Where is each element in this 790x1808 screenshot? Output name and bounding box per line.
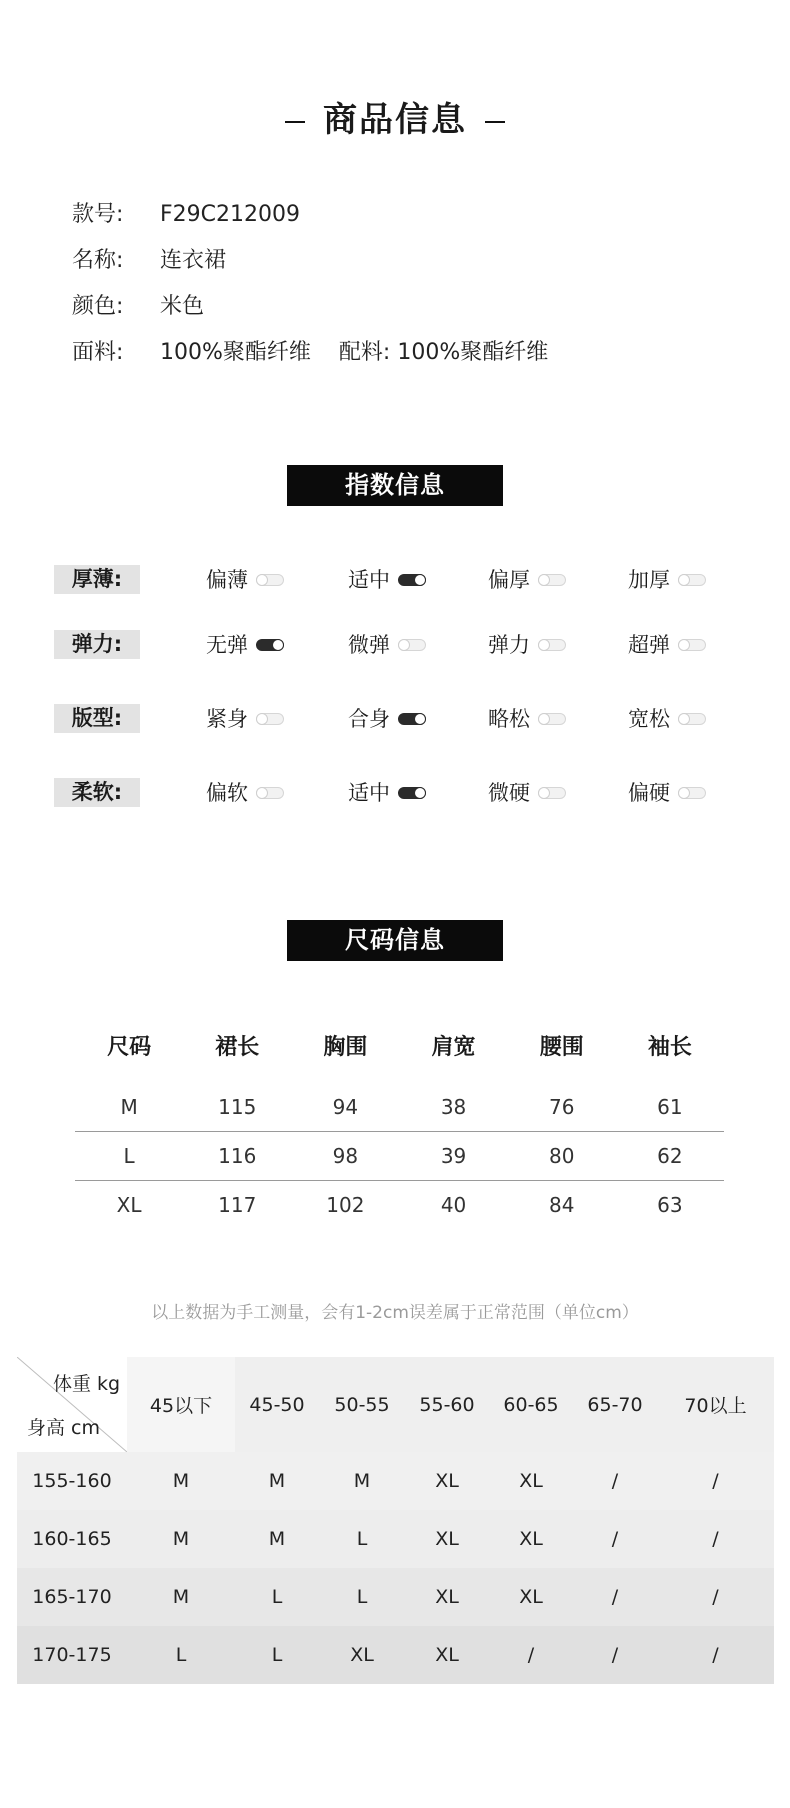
size-table-cell: 115 xyxy=(183,1075,291,1132)
index-option-label: 微硬 xyxy=(488,781,530,805)
style-label: 款号: xyxy=(72,202,124,227)
style-value: F29C212009 xyxy=(160,202,300,227)
index-option xyxy=(206,629,284,659)
index-option xyxy=(488,703,566,733)
index-option xyxy=(628,564,706,594)
index-option-label: 适中 xyxy=(348,568,390,592)
toggle-icon xyxy=(538,787,566,799)
weight-header-cell: 50-55 xyxy=(319,1357,405,1452)
size-table-cell: 40 xyxy=(440,1193,467,1217)
toggle-icon xyxy=(398,713,426,725)
index-label-0: 厚薄: xyxy=(54,565,140,594)
corner-weight-label: 体重 kg xyxy=(53,1373,121,1395)
size-table-cell: 80 xyxy=(508,1132,616,1181)
size-table-row xyxy=(75,1181,724,1230)
fabric-value: 100%聚酯纤维 xyxy=(160,340,311,365)
recommended-size-cell: L xyxy=(319,1510,405,1568)
recommended-size-cell: / xyxy=(573,1452,657,1510)
recommended-size-cell: M xyxy=(235,1510,319,1568)
index-option xyxy=(628,703,706,733)
corner-cell xyxy=(17,1357,127,1452)
size-table-cell: 61 xyxy=(616,1075,724,1132)
page-title xyxy=(0,92,790,141)
recommendation-body xyxy=(17,1452,774,1684)
index-option xyxy=(628,629,706,659)
toggle-icon xyxy=(678,787,706,799)
size-table-cell: 63 xyxy=(657,1193,683,1217)
recommended-size-cell: L xyxy=(319,1568,405,1626)
size-table-cell: 76 xyxy=(508,1075,616,1132)
index-section-banner: 指数信息 xyxy=(287,465,503,506)
weight-header-cell: 45以下 xyxy=(127,1357,235,1452)
index-label-1: 弹力: xyxy=(54,630,140,659)
title-dash-left xyxy=(285,121,305,123)
index-option-label: 偏厚 xyxy=(488,568,530,592)
toggle-icon xyxy=(398,574,426,586)
size-table-cell: 98 xyxy=(291,1132,399,1181)
recommended-size-cell: / xyxy=(489,1626,573,1684)
index-option xyxy=(488,629,566,659)
recommended-size-cell: XL xyxy=(405,1568,489,1626)
size-header-cell: 尺码 xyxy=(107,1034,152,1060)
recommended-size-cell: / xyxy=(573,1626,657,1684)
index-option xyxy=(206,777,284,807)
index-option-label: 偏薄 xyxy=(206,568,248,592)
index-option-label: 适中 xyxy=(348,781,390,805)
recommendation-row xyxy=(17,1452,774,1510)
weight-header-cell: 55-60 xyxy=(405,1357,489,1452)
height-range-cell: 165-170 xyxy=(17,1568,127,1626)
title-dash-right xyxy=(485,121,505,123)
recommended-size-cell: / xyxy=(573,1568,657,1626)
recommended-size-cell: M xyxy=(319,1452,405,1510)
recommended-size-cell: M xyxy=(127,1452,235,1510)
toggle-icon xyxy=(538,639,566,651)
recommended-size-cell: L xyxy=(127,1626,235,1684)
size-table-cell: 116 xyxy=(183,1132,291,1181)
toggle-icon xyxy=(256,713,284,725)
size-table-header xyxy=(75,1015,724,1075)
recommended-size-cell: XL xyxy=(489,1568,573,1626)
index-option-label: 略松 xyxy=(488,707,530,731)
recommended-size-cell: XL xyxy=(489,1452,573,1510)
color-label: 颜色: xyxy=(72,294,124,319)
size-header-cell: 腰围 xyxy=(539,1034,584,1060)
size-table-body xyxy=(75,1075,724,1229)
fabric-and-lining xyxy=(160,338,548,368)
index-option-label: 偏软 xyxy=(206,781,248,805)
weight-header-cell: 45-50 xyxy=(235,1357,319,1452)
weight-header-cell: 70以上 xyxy=(657,1357,774,1452)
index-option-label: 超弹 xyxy=(628,633,670,657)
recommended-size-cell: / xyxy=(657,1452,774,1510)
size-table-cell: 94 xyxy=(291,1075,399,1132)
index-label-2: 版型: xyxy=(54,704,140,733)
name-label: 名称: xyxy=(72,248,124,273)
size-table-cell: 102 xyxy=(326,1193,365,1217)
size-header-cell: 袖长 xyxy=(647,1034,692,1060)
name-value: 连衣裙 xyxy=(160,248,227,273)
main-title-text: 商品信息 xyxy=(323,100,467,140)
toggle-icon xyxy=(678,713,706,725)
height-range-cell: 170-175 xyxy=(17,1626,127,1684)
recommended-size-cell: L xyxy=(235,1568,319,1626)
size-header-cell: 胸围 xyxy=(323,1034,368,1060)
toggle-icon xyxy=(398,639,426,651)
recommendation-row xyxy=(17,1626,774,1684)
size-table-row xyxy=(75,1075,724,1132)
recommended-size-cell: / xyxy=(573,1510,657,1568)
size-table-cell: 84 xyxy=(548,1193,575,1217)
size-section-banner: 尺码信息 xyxy=(287,920,503,961)
index-option-label: 加厚 xyxy=(628,568,670,592)
size-table-cell: L xyxy=(75,1132,183,1181)
toggle-icon xyxy=(256,574,284,586)
index-option xyxy=(488,564,566,594)
toggle-icon xyxy=(256,787,284,799)
index-option-label: 弹力 xyxy=(488,633,530,657)
size-recommendation-table xyxy=(17,1357,774,1684)
index-option-label: 紧身 xyxy=(206,707,248,731)
size-table-cell: 62 xyxy=(616,1132,724,1181)
size-header-cell: 裙长 xyxy=(215,1034,260,1060)
index-option-label: 无弹 xyxy=(206,633,248,657)
color-value: 米色 xyxy=(160,294,205,319)
lining-value: 100%聚酯纤维 xyxy=(397,340,549,365)
toggle-icon xyxy=(256,639,284,651)
index-option xyxy=(348,777,426,807)
recommendation-row xyxy=(17,1510,774,1568)
weight-header-cell: 60-65 xyxy=(489,1357,573,1452)
recommendation-row xyxy=(17,1568,774,1626)
index-label-3: 柔软: xyxy=(54,778,140,807)
toggle-icon xyxy=(538,713,566,725)
recommendation-header-row xyxy=(17,1357,774,1452)
size-table-cell: 39 xyxy=(399,1132,507,1181)
lining-label: 配料: xyxy=(338,340,391,365)
index-option xyxy=(348,564,426,594)
index-option xyxy=(348,629,426,659)
recommended-size-cell: M xyxy=(127,1510,235,1568)
index-option-label: 合身 xyxy=(348,707,390,731)
toggle-icon xyxy=(398,787,426,799)
recommended-size-cell: XL xyxy=(405,1452,489,1510)
corner-height-label: 身高 cm xyxy=(27,1417,100,1439)
size-table-cell: 38 xyxy=(399,1075,507,1132)
recommended-size-cell: L xyxy=(235,1626,319,1684)
height-range-cell: 160-165 xyxy=(17,1510,127,1568)
index-option-label: 宽松 xyxy=(628,707,670,731)
size-header-cell: 肩宽 xyxy=(431,1034,476,1060)
toggle-icon xyxy=(538,574,566,586)
index-option xyxy=(628,777,706,807)
index-option xyxy=(206,703,284,733)
size-table-cell: M xyxy=(75,1075,183,1132)
recommended-size-cell: M xyxy=(127,1568,235,1626)
size-table-cell: XL xyxy=(116,1193,142,1217)
index-option-label: 微弹 xyxy=(348,633,390,657)
height-range-cell: 155-160 xyxy=(17,1452,127,1510)
index-option xyxy=(348,703,426,733)
size-table-row xyxy=(75,1132,724,1181)
recommended-size-cell: XL xyxy=(405,1626,489,1684)
index-option-label: 偏硬 xyxy=(628,781,670,805)
size-table-cell: 117 xyxy=(218,1193,257,1217)
recommended-size-cell: / xyxy=(657,1626,774,1684)
weight-header-cell: 65-70 xyxy=(573,1357,657,1452)
toggle-icon xyxy=(678,574,706,586)
recommended-size-cell: M xyxy=(235,1452,319,1510)
recommended-size-cell: XL xyxy=(405,1510,489,1568)
index-option xyxy=(206,564,284,594)
size-table xyxy=(75,1015,724,1229)
recommended-size-cell: XL xyxy=(319,1626,405,1684)
recommended-size-cell: / xyxy=(657,1510,774,1568)
fabric-label: 面料: xyxy=(72,340,124,365)
toggle-icon xyxy=(678,639,706,651)
recommended-size-cell: / xyxy=(657,1568,774,1626)
index-option xyxy=(488,777,566,807)
recommended-size-cell: XL xyxy=(489,1510,573,1568)
measurement-note: 以上数据为手工测量，会有1-2cm误差属于正常范围（单位cm） xyxy=(151,1303,639,1323)
